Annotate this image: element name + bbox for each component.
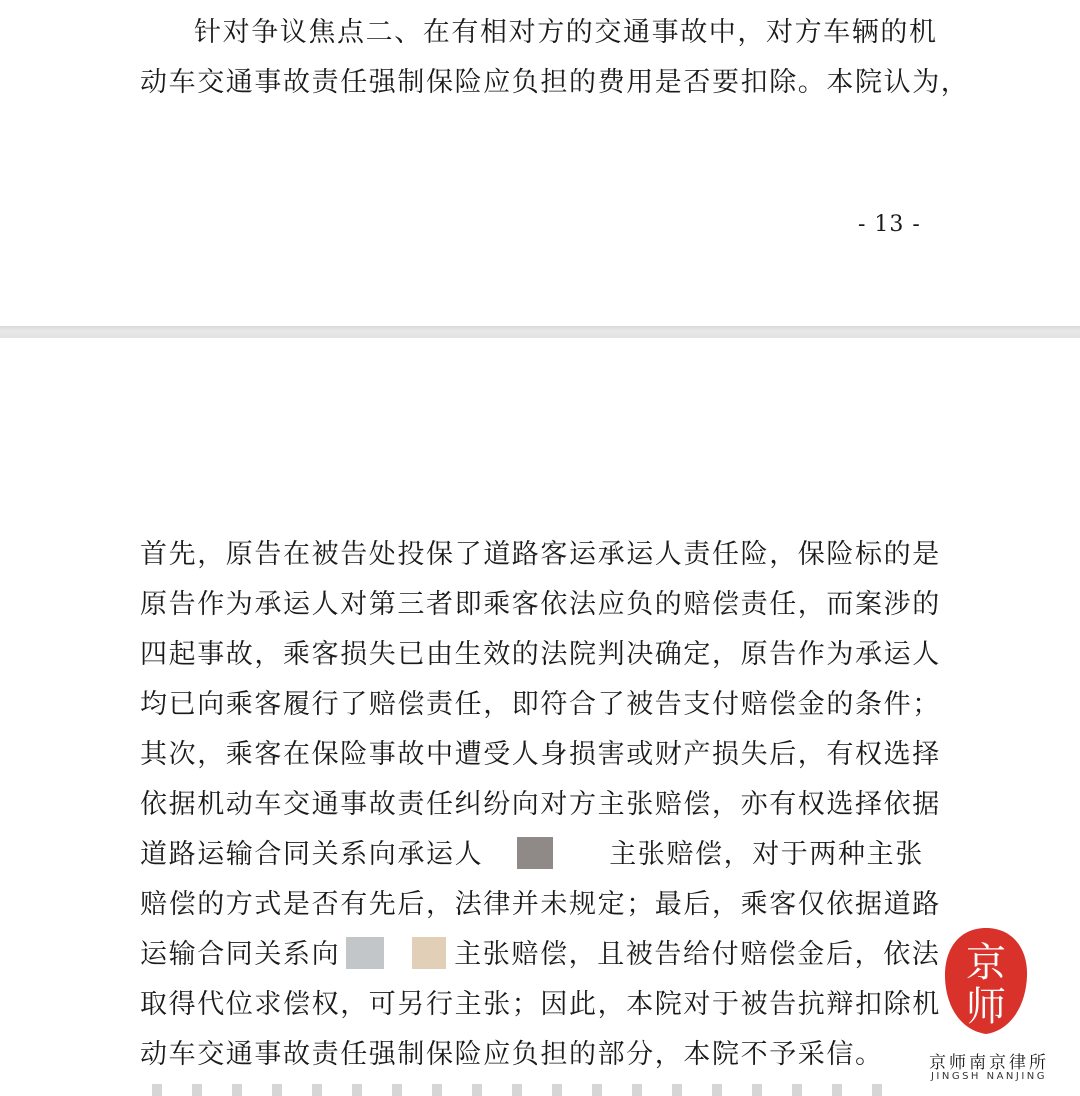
redaction-mark	[412, 937, 446, 969]
text-line	[140, 930, 950, 980]
cut-off-text-line	[140, 1084, 900, 1096]
text-line: 赔偿的方式是否有先后，法律并未规定；最后，乘客仅依据道路	[140, 889, 941, 920]
text-line: 原告作为承运人对第三者即乘客依法应负的赔偿责任，而案涉的	[140, 589, 941, 620]
text-line: 其次，乘客在保险事故中遭受人身损害或财产损失后，有权选择	[140, 739, 941, 770]
page-number: - 13 -	[858, 212, 921, 237]
paragraph-court-reasoning	[140, 530, 950, 1080]
text-segment: 主张赔偿，且被告给付赔偿金后，依法	[454, 939, 941, 970]
text-line: 取得代位求偿权，可另行主张；因此，本院对于被告抗辩扣除机	[140, 989, 941, 1020]
text-segment: 主张赔偿，对于两种主张	[609, 839, 924, 870]
document-page-13	[0, 0, 1080, 326]
text-line: 依据机动车交通事故责任纠纷向对方主张赔偿，亦有权选择依据	[140, 789, 941, 820]
text-line: 四起事故，乘客损失已由生效的法院判决确定，原告作为承运人	[140, 639, 941, 670]
document-page-14	[0, 338, 1080, 1096]
redaction-mark	[517, 837, 553, 869]
text-line: 首先，原告在被告处投保了道路客运承运人责任险，保险标的是	[140, 539, 941, 570]
text-segment: 运输合同关系向	[140, 939, 341, 970]
watermark-subtitle: JINGSH NANJING	[930, 1071, 1048, 1082]
text-line: 针对争议焦点二、在有相对方的交通事故中，对方车辆的机	[194, 17, 938, 48]
watermark-name: 京师南京律所	[929, 1053, 1049, 1073]
paragraph-dispute-focus-two	[140, 8, 970, 108]
text-line: 均已向乘客履行了赔偿责任，即符合了被告支付赔偿金的条件；	[140, 689, 941, 720]
text-segment: 道路运输合同关系向承运人	[140, 839, 484, 870]
page-separator	[0, 326, 1080, 338]
seal-logo-icon	[942, 926, 1030, 1036]
redaction-mark	[346, 937, 384, 969]
text-line	[140, 830, 950, 880]
text-line: 动车交通事故责任强制保险应负担的部分，本院不予采信。	[140, 1039, 884, 1070]
svg-text:京: 京	[966, 940, 1006, 986]
svg-text:师: 师	[966, 984, 1006, 1030]
text-line: 动车交通事故责任强制保险应负担的费用是否要扣除。本院认为，	[140, 67, 970, 98]
